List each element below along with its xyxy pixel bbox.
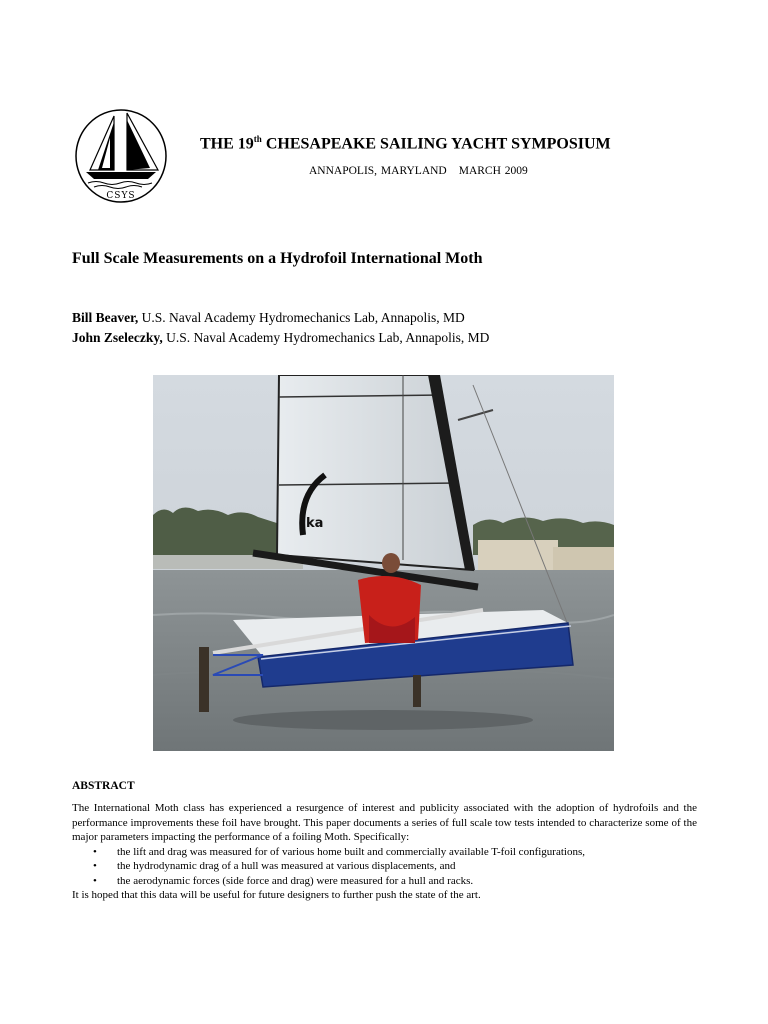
list-item: • the hydrodynamic drag of a hull was measured at various displacements, and [93, 860, 456, 872]
abstract-body [72, 801, 697, 903]
paper-title: Full Scale Measurements on a Hydrofoil International Moth [72, 250, 483, 267]
symposium-location [309, 165, 528, 177]
author-affiliation: U.S. Naval Academy Hydromechanics Lab, Annapolis, MD [138, 310, 465, 325]
abstract-closing: It is hoped that this data will be useful for future designers to further push the state of the art. [72, 889, 481, 901]
abstract-heading: ABSTRACT [72, 780, 135, 792]
list-item: • the aerodynamic forces (side force and drag) were measured for a hull and racks. [93, 874, 474, 887]
abstract-bullet-list [72, 845, 697, 889]
title-superscript: th [253, 134, 262, 144]
author-line [72, 330, 489, 346]
csys-logo [74, 108, 168, 204]
logo-text: CSYS [106, 191, 136, 201]
title-post: CHESAPEAKE SAILING YACHT SYMPOSIUM [261, 135, 611, 153]
author-affiliation: U.S. Naval Academy Hydromechanics Lab, Annapolis, MD [162, 330, 490, 345]
symposium-title [200, 134, 670, 153]
abstract-intro: The International Moth class has experienced a resurgence of interest and publicity associated with the adoption of hydrofoils and the performance improvements these foil have brought. This paper documents a series of full scale tow tests intended to characterize some of the major parameters impacting the performance of a foiling Moth. Specifically: [72, 802, 697, 843]
bullet-icon: • [93, 874, 97, 887]
bullet-icon: • [93, 860, 97, 872]
author-name: Bill Beaver, [72, 310, 139, 325]
sail-logo-text: ka [306, 516, 324, 531]
bullet-icon: • [93, 845, 97, 858]
author-name: John Zseleczky, [72, 330, 163, 345]
author-line [72, 310, 465, 326]
moth-photo [153, 375, 614, 751]
symposium-date: MARCH 2009 [458, 165, 528, 177]
symposium-city: ANNAPOLIS, MARYLAND [309, 165, 447, 177]
title-pre: THE 19 [200, 135, 254, 153]
list-item: • the lift and drag was measured for of various home built and commercially available T-foil configurations, [93, 845, 585, 858]
